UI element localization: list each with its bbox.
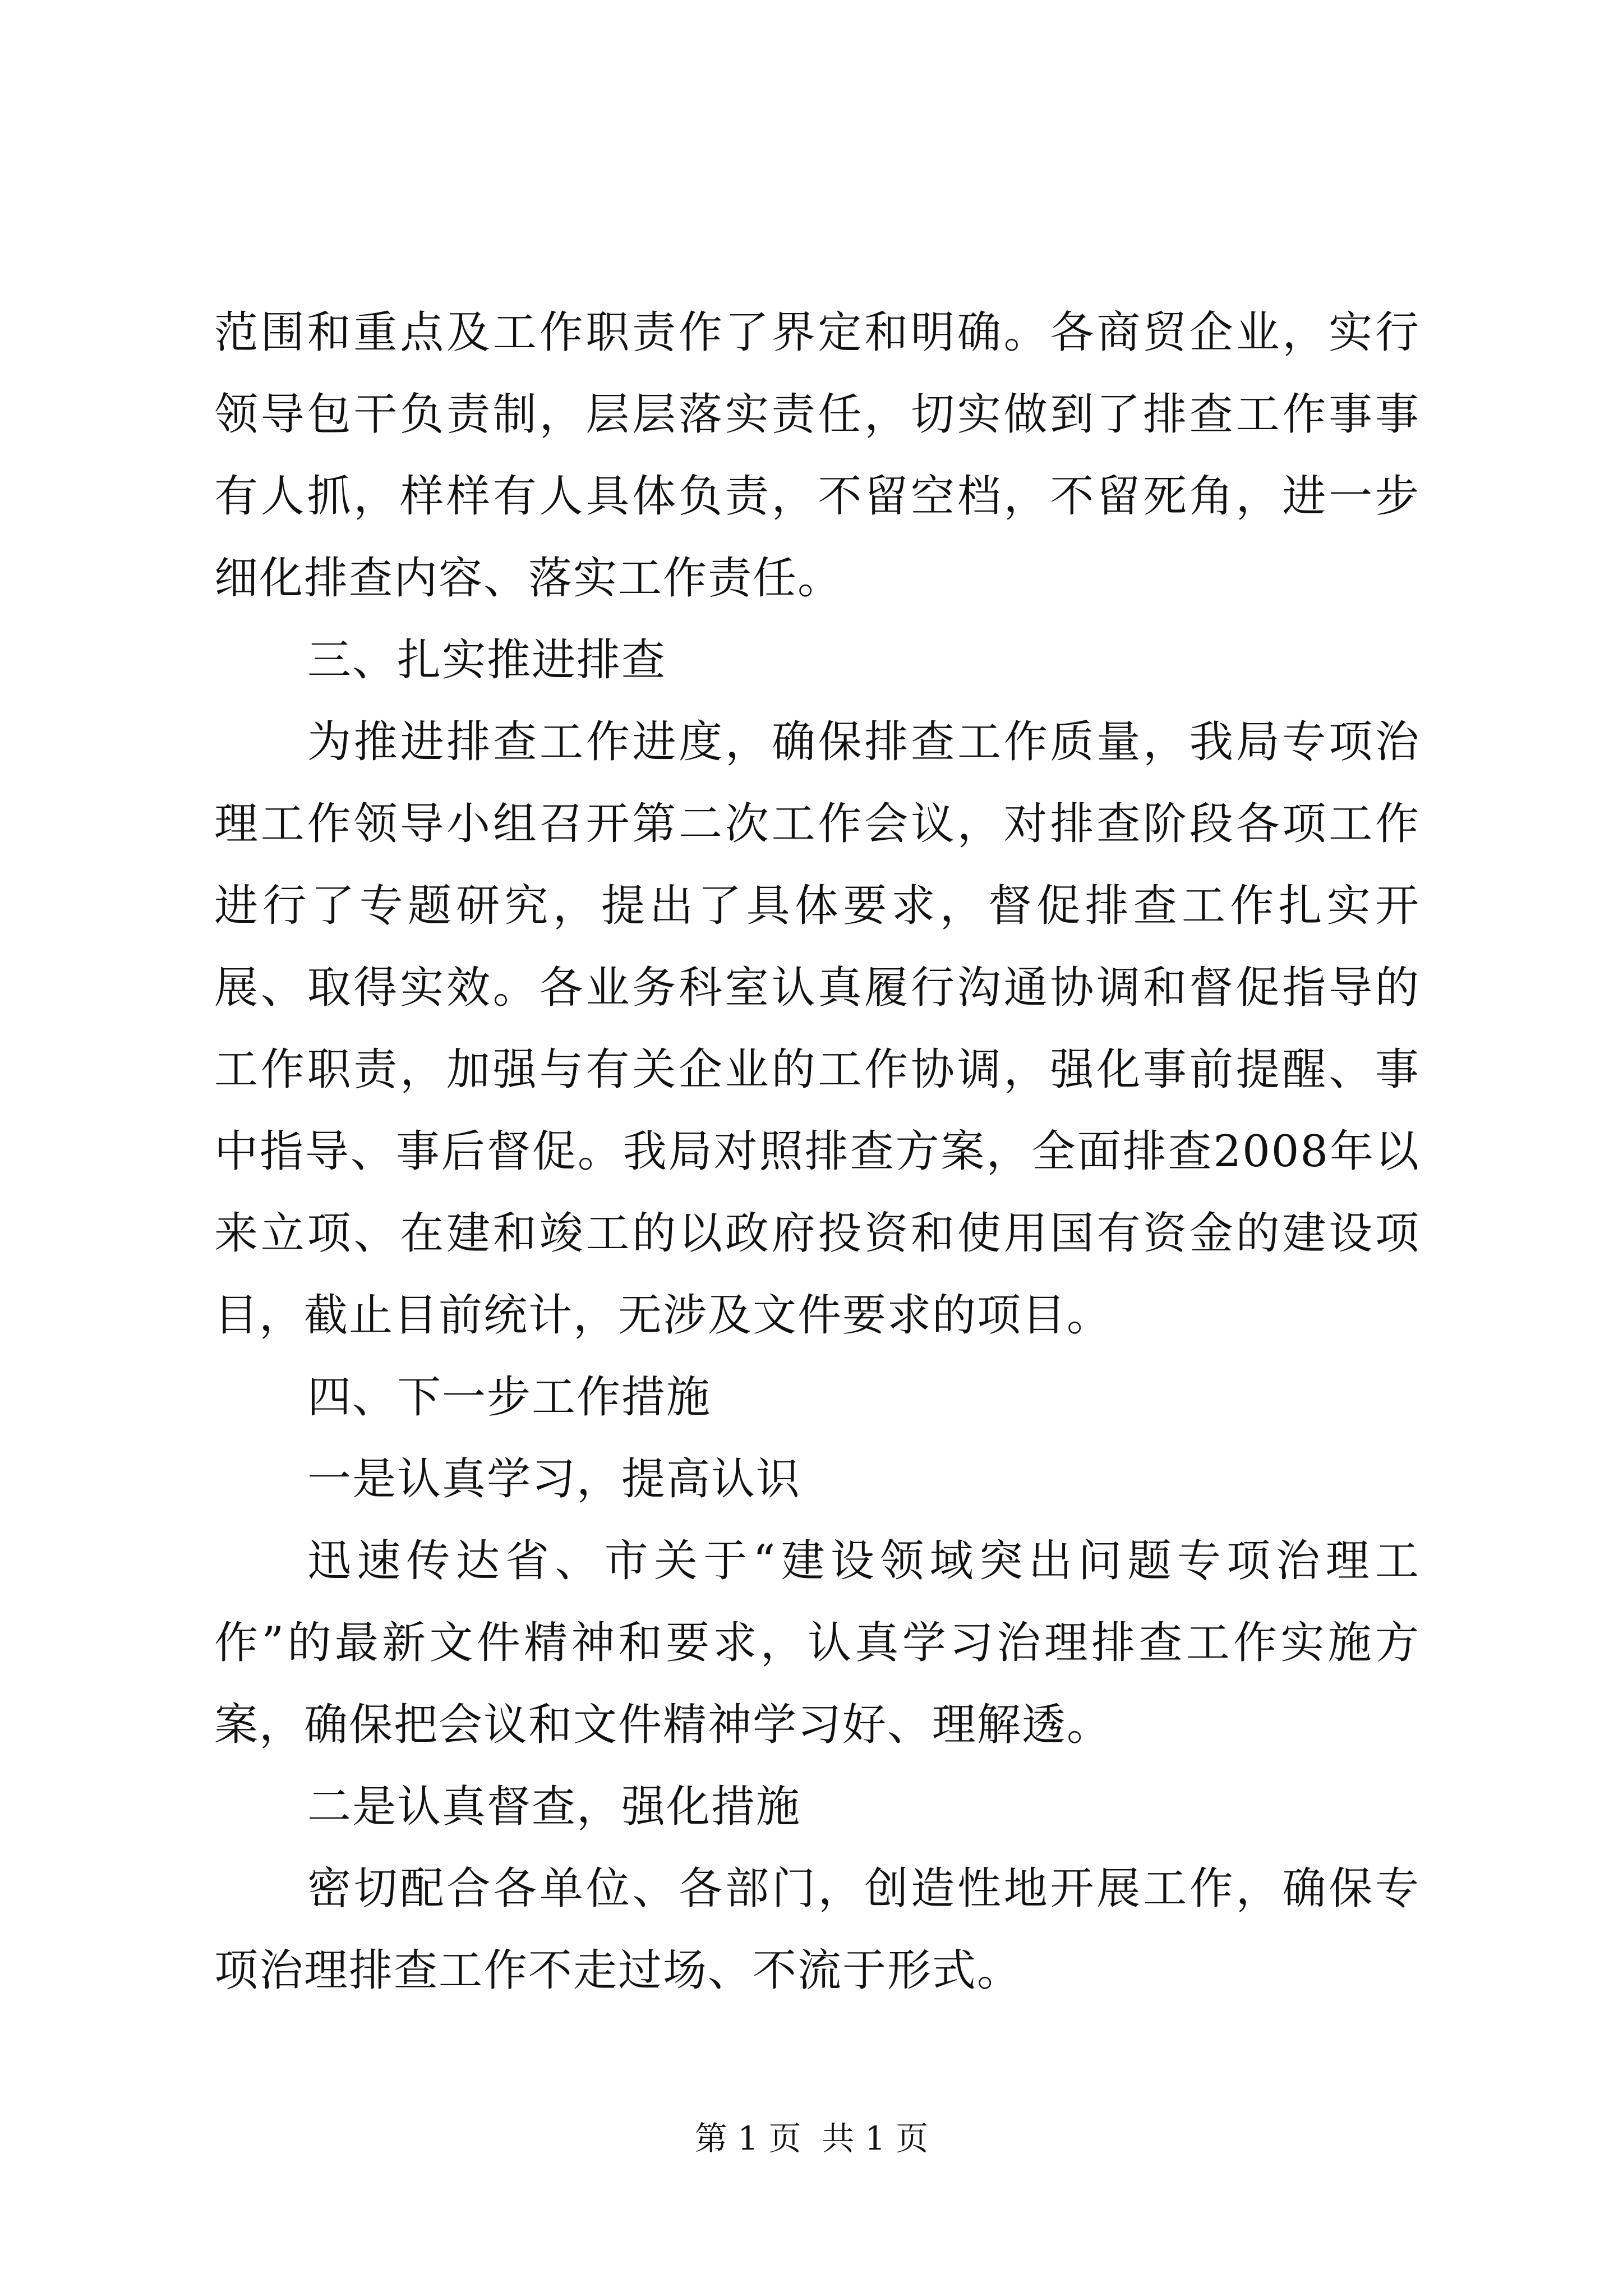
paragraph-section-three-body: 为推进排查工作进度，确保排查工作质量，我局专项治理工作领导小组召开第二次工作会议，对排查阶段各项工作进行了专题研究，提出了具体要求，督促排查工作扎实开展、取得实效。各业务科室认真履行沟通协调和督促指导的工作职责，加强与有关企业的工作协调，强化事前提醒、事中指导、事后督促。我局对照排查方案，全面排查2008年以来立项、在建和竣工的以政府投资和使用国有资金的建设项目，截止目前统计，无涉及文件要求的项目。 (214, 717, 1420, 1341)
document-body (214, 292, 1420, 2012)
paragraph-measure-two-body: 密切配合各单位、各部门，创造性地开展工作，确保专项治理排查工作不走过场、不流于形式。 (214, 1864, 1420, 1996)
subheading-measure-two: 二是认真督查，强化措施 (307, 1782, 801, 1832)
heading-section-three: 三、扎实推进排查 (307, 635, 667, 685)
heading-section-four: 四、下一步工作措施 (307, 1372, 712, 1423)
paragraph-scope-continuation: 范围和重点及工作职责作了界定和明确。各商贸企业，实行领导包干负责制，层层落实责任，切实做到了排查工作事事有人抓，样样有人具体负责，不留空档，不留死角，进一步细化排查内容、落实工作责任。 (214, 307, 1420, 604)
paragraph-measure-one-body: 迅速传达省、市关于“建设领域突出问题专项治理工作”的最新文件精神和要求，认真学习治理排查工作实施方案，确保把会议和文件精神学习好、理解透。 (214, 1536, 1420, 1750)
subheading-measure-one: 一是认真学习，提高认识 (307, 1454, 801, 1504)
page-footer: 第 1 页 共 1 页 (694, 2119, 929, 2157)
